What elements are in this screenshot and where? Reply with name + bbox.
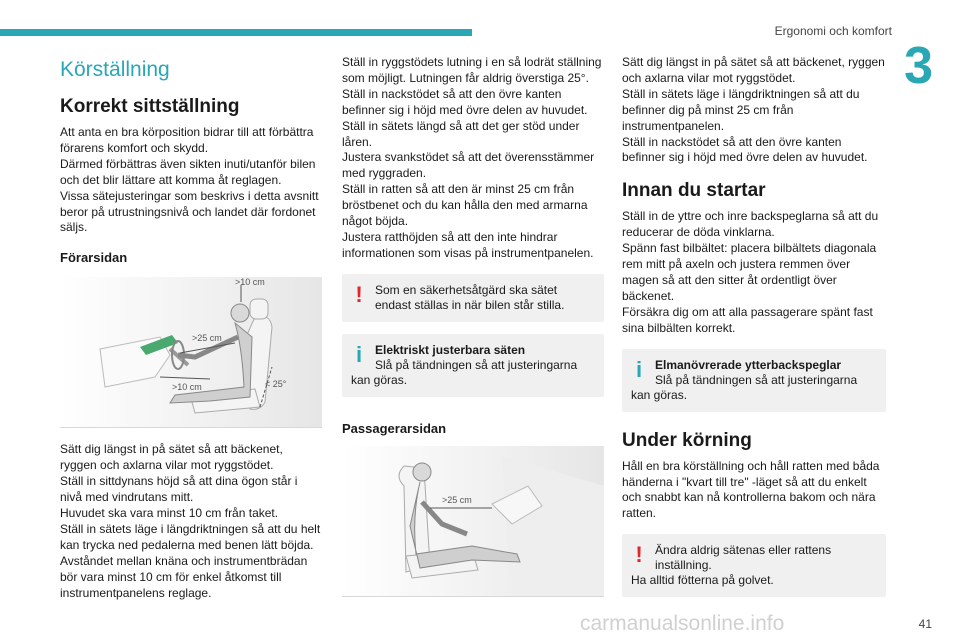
electric-seats-note [342, 334, 604, 397]
heading-before-starting: Innan du startar [622, 180, 766, 202]
column-3 [622, 55, 886, 609]
section-title: Körställning [60, 58, 170, 81]
exclamation-icon: ! [355, 281, 363, 307]
electric-seats-title: Elektriskt justerbara säten [375, 342, 526, 357]
heading-driver-side: Förarsidan [60, 250, 128, 266]
chapter-number: 3 [904, 37, 933, 95]
header-title: Ergonomi och komfort [774, 24, 892, 38]
before-starting-text: Ställ in de yttre och inre backspeglarna så att du reducerar de döda vinklarna. Spänn fast bilbältet: placera bilbältets diagonala rem mitt på axeln och justera remmen över magen så att den sitter åt ordentligt över bäckenet. Försäkra dig om att alla passagerare spänt fast sina bilbälten korrekt. [622, 209, 879, 335]
seat-adjust-instructions: Ställ in ryggstödets lutning i en så lodrät ställning som möjligt. Lutningen får aldrig överstiga 25°. Ställ in nackstödet så att den övre kanten befinner sig i höjd med övre delen av huvudet. Ställ in sätets längd så att det ger stöd under låren. Justera svankstödet så att det överensstämmer med ryggraden. Ställ in ratten så att den är minst 25 cm från bröstbenet och du kan hålla den med armarna något böjda. Justera ratthöjden så att den inte hindrar informationen som visas på instrumentpanelen. [342, 55, 602, 260]
label-knee-distance: >10 cm [172, 382, 202, 393]
driving-warning-line2: Ha alltid fötterna på golvet. [631, 573, 774, 588]
while-driving-text: Håll en bra körställning och håll ratten med båda händerna i "kvart till tre" -läget så att du enkelt och snabbt kan nå kontrollerna bakom och nära ratten. [622, 458, 880, 521]
passenger-side-instructions: Sätt dig längst in på sätet så att bäckenet, ryggen och axlarna vilar mot ryggstödet. Ställ in sätets läge i längdriktningen så att du befinner dig på minst 25 cm från instrumentpanelen. Ställ in nackstödet så att den övre kanten befinner sig i höjd med övre delen av huvudet. [622, 55, 885, 165]
label-wheel-distance: >25 cm [192, 333, 222, 344]
exclamation-icon: ! [635, 542, 643, 568]
safety-warning-note [342, 274, 604, 322]
intro-text: Att anta en bra körposition bidrar till att förbättra förarens komfort och skydd. Därmed förbättras även sikten inuti/utanför bilen och det blir lättare att komma åt reglagen. Vissa sätejusteringar som beskrivs i detta avsnitt beror på utrustningsnivå och landet där fordonet säljs. [60, 125, 319, 235]
heading-while-driving: Under körning [622, 429, 752, 451]
page-number: 41 [918, 617, 932, 631]
label-backrest-angle: < 25° [265, 379, 287, 390]
driver-seat-illustration [60, 277, 322, 428]
column-1 [60, 55, 322, 601]
watermark: carmanualsonline.info [580, 612, 785, 635]
mirrors-title: Elmanövrerade ytterbackspeglar [655, 357, 842, 372]
driver-side-instructions: Sätt dig längst in på sätet så att bäckenet, ryggen och axlarna vilar mot ryggstödet. Ställ in sittdynans höjd så att dina ögon står i nivå med vindrutans mitt. Huvudet ska vara minst 10 cm från taket. Ställ in sätets läge i längdriktningen så att du helt kan trycka ned pedalerna med benen lätt böjda. Avståndet mellan knäna och instrumentbrädan bör vara minst 10 cm för enkel åtkomst till instrumentpanelens reglage. [60, 442, 321, 600]
passenger-seat-illustration [342, 446, 604, 597]
mirrors-note [622, 349, 886, 412]
driving-warning-note [622, 534, 886, 597]
electric-seats-line2: kan göras. [351, 372, 408, 387]
electric-seats-line1: Slå på tändningen så att justeringarna [375, 357, 578, 372]
mirrors-line1: Slå på tändningen så att justeringarna [655, 372, 858, 387]
label-dashboard-distance: >25 cm [442, 494, 472, 505]
column-2 [342, 55, 604, 611]
heading-passenger-side: Passagerarsidan [342, 420, 447, 436]
driving-warning-line1: Ändra aldrig sätenas eller rattens inställning. [655, 543, 832, 573]
safety-warning-text: Som en säkerhetsåtgärd ska sätet endast ställas in när bilen står stilla. [375, 282, 565, 312]
header-accent-bar [0, 29, 472, 36]
info-icon: i [635, 356, 643, 382]
heading-correct-seating: Korrekt sittställning [60, 96, 240, 117]
info-icon: i [355, 341, 363, 367]
mirrors-line2: kan göras. [631, 387, 688, 402]
label-head-clearance: >10 cm [235, 277, 265, 288]
